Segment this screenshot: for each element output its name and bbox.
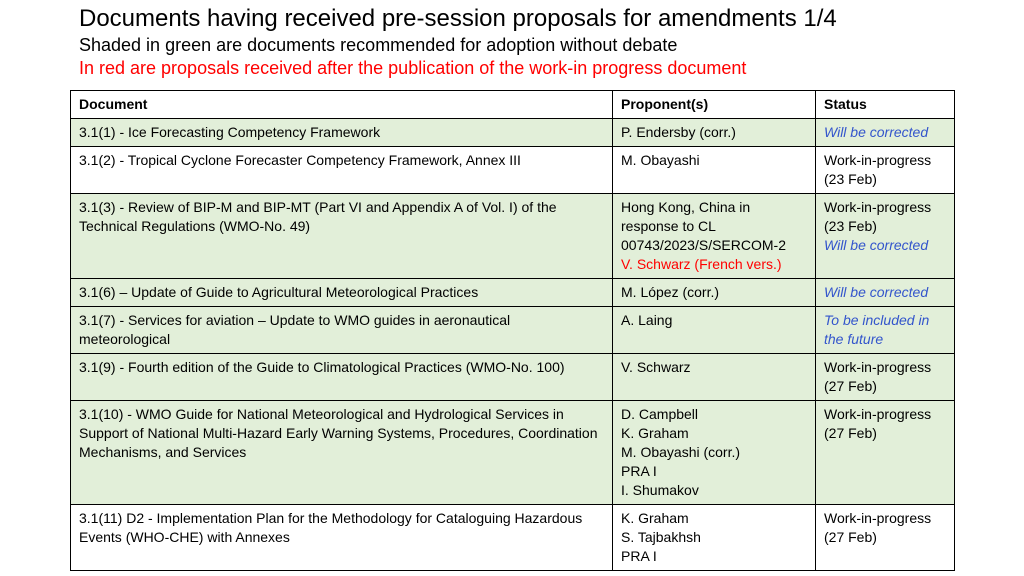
status-cell (816, 505, 955, 571)
proponent-entry: K. Graham (621, 425, 689, 441)
page-header (79, 4, 1019, 80)
table-row (71, 307, 955, 354)
document-cell: 3.1(2) - Tropical Cyclone Forecaster Competency Framework, Annex III (71, 147, 613, 194)
document-cell: 3.1(7) - Services for aviation – Update to WMO guides in aeronautical meteorological (71, 307, 613, 354)
proponent-entry: Hong Kong, China in response to CL 00743/2023/S/SERCOM-2 (621, 199, 786, 253)
table-body (71, 119, 955, 571)
proponents-cell (613, 119, 816, 147)
proponent-entry: D. Campbell (621, 406, 699, 422)
status-cell (816, 194, 955, 279)
status-entry: Will be corrected (824, 284, 929, 300)
document-cell: 3.1(10) - WMO Guide for National Meteorological and Hydrological Services in Support of National Multi-Hazard Early Warning Systems, Procedures, Coordination Mechanisms, and Services (71, 401, 613, 505)
status-cell (816, 279, 955, 307)
status-entry: Work-in-progress (27 Feb) (824, 406, 932, 441)
table-row (71, 401, 955, 505)
proponent-entry: V. Schwarz (French vers.) (621, 256, 782, 272)
red-note: In red are proposals received after the publication of the work-in progress document (79, 58, 747, 78)
document-cell: 3.1(11) D2 - Implementation Plan for the Methodology for Cataloguing Hazardous Events (WHO-CHE) with Annexes (71, 505, 613, 571)
proponent-entry: PRA I (621, 463, 657, 479)
proponent-entry: PRA I (621, 548, 657, 564)
table-row (71, 194, 955, 279)
status-cell (816, 401, 955, 505)
table-row (71, 354, 955, 401)
table-row (71, 147, 955, 194)
table-header-row (71, 91, 955, 119)
status-cell (816, 307, 955, 354)
proponents-cell (613, 401, 816, 505)
column-header-proponents: Proponent(s) (613, 91, 816, 119)
proponent-entry: M. López (corr.) (621, 284, 720, 300)
page-subtitle: Shaded in green are documents recommended for adoption without debate (79, 35, 678, 55)
proponents-cell (613, 505, 816, 571)
status-entry: To be included in the future (824, 312, 930, 347)
documents-table (70, 90, 955, 571)
status-cell (816, 147, 955, 194)
status-entry: Work-in-progress (23 Feb) (824, 199, 932, 234)
page-title: Documents having received pre-session proposals for amendments 1/4 (79, 5, 837, 32)
table-row (71, 505, 955, 571)
proponents-cell (613, 307, 816, 354)
proponent-entry: M. Obayashi (corr.) (621, 444, 741, 460)
proponent-entry: M. Obayashi (621, 152, 700, 168)
status-cell (816, 119, 955, 147)
proponent-entry: S. Tajbakhsh (621, 529, 701, 545)
column-header-document: Document (71, 91, 613, 119)
proponents-cell (613, 279, 816, 307)
proponents-cell (613, 354, 816, 401)
document-cell: 3.1(6) – Update of Guide to Agricultural Meteorological Practices (71, 279, 613, 307)
document-cell: 3.1(1) - Ice Forecasting Competency Framework (71, 119, 613, 147)
document-cell: 3.1(3) - Review of BIP-M and BIP-MT (Part VI and Appendix A of Vol. I) of the Technical Regulations (WMO-No. 49) (71, 194, 613, 279)
proponent-entry: K. Graham (621, 510, 689, 526)
proponent-entry: V. Schwarz (621, 359, 691, 375)
column-header-status: Status (816, 91, 955, 119)
status-entry: Will be corrected (824, 237, 929, 253)
table-row (71, 279, 955, 307)
status-entry: Work-in-progress (27 Feb) (824, 510, 932, 545)
status-cell (816, 354, 955, 401)
proponents-cell (613, 194, 816, 279)
table-row (71, 119, 955, 147)
status-entry: Work-in-progress (27 Feb) (824, 359, 932, 394)
proponents-cell (613, 147, 816, 194)
status-entry: Will be corrected (824, 124, 929, 140)
document-cell: 3.1(9) - Fourth edition of the Guide to Climatological Practices (WMO-No. 100) (71, 354, 613, 401)
proponent-entry: I. Shumakov (621, 482, 699, 498)
status-entry: Work-in-progress (23 Feb) (824, 152, 932, 187)
proponent-entry: A. Laing (621, 312, 673, 328)
proponent-entry: P. Endersby (corr.) (621, 124, 736, 140)
